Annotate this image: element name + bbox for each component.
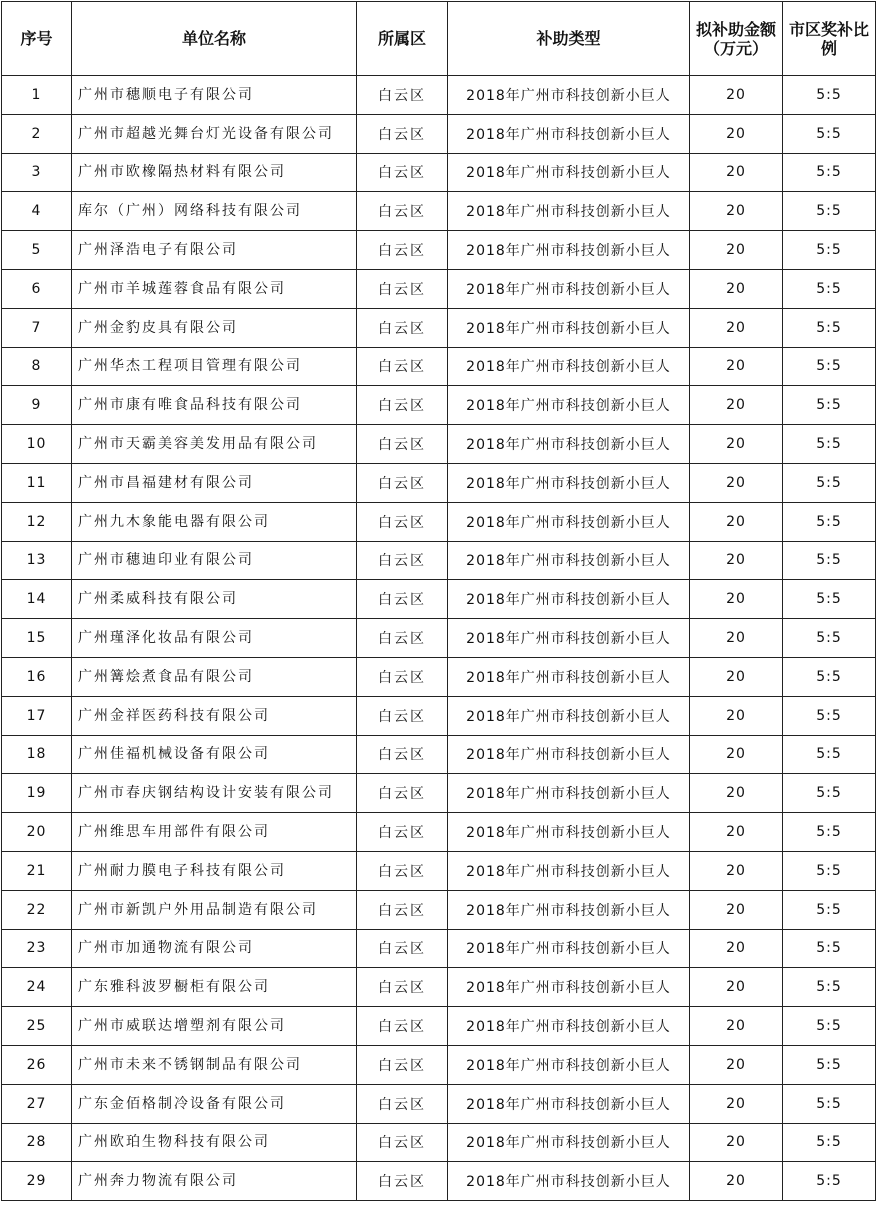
cell-district: 白云区 bbox=[357, 308, 448, 347]
cell-district: 白云区 bbox=[357, 1007, 448, 1046]
cell-ratio: 5:5 bbox=[783, 735, 876, 774]
table-row bbox=[2, 1045, 876, 1084]
cell-seq: 26 bbox=[2, 1045, 72, 1084]
cell-seq: 17 bbox=[2, 696, 72, 735]
cell-amount: 20 bbox=[690, 153, 783, 192]
cell-company-name: 广东雅科波罗橱柜有限公司 bbox=[72, 968, 357, 1007]
cell-subsidy-type: 2018年广州市科技创新小巨人 bbox=[448, 696, 690, 735]
cell-district: 白云区 bbox=[357, 774, 448, 813]
table-row bbox=[2, 1007, 876, 1046]
cell-seq: 20 bbox=[2, 813, 72, 852]
cell-district: 白云区 bbox=[357, 968, 448, 1007]
subsidy-table bbox=[1, 1, 876, 1201]
table-row bbox=[2, 619, 876, 658]
cell-seq: 23 bbox=[2, 929, 72, 968]
cell-company-name: 广东金佰格制冷设备有限公司 bbox=[72, 1084, 357, 1123]
cell-company-name: 广州市未来不锈钢制品有限公司 bbox=[72, 1045, 357, 1084]
cell-amount: 20 bbox=[690, 425, 783, 464]
cell-amount: 20 bbox=[690, 696, 783, 735]
cell-amount: 20 bbox=[690, 1123, 783, 1162]
table-row bbox=[2, 813, 876, 852]
cell-subsidy-type: 2018年广州市科技创新小巨人 bbox=[448, 308, 690, 347]
cell-amount: 20 bbox=[690, 929, 783, 968]
cell-amount: 20 bbox=[690, 269, 783, 308]
cell-ratio: 5:5 bbox=[783, 425, 876, 464]
cell-ratio: 5:5 bbox=[783, 502, 876, 541]
cell-ratio: 5:5 bbox=[783, 1123, 876, 1162]
cell-company-name: 广州市羊城莲蓉食品有限公司 bbox=[72, 269, 357, 308]
cell-district: 白云区 bbox=[357, 657, 448, 696]
table-row bbox=[2, 347, 876, 386]
cell-seq: 16 bbox=[2, 657, 72, 696]
cell-ratio: 5:5 bbox=[783, 657, 876, 696]
cell-seq: 4 bbox=[2, 192, 72, 231]
cell-amount: 20 bbox=[690, 1045, 783, 1084]
cell-subsidy-type: 2018年广州市科技创新小巨人 bbox=[448, 1007, 690, 1046]
cell-ratio: 5:5 bbox=[783, 231, 876, 270]
cell-ratio: 5:5 bbox=[783, 774, 876, 813]
cell-district: 白云区 bbox=[357, 1162, 448, 1201]
cell-seq: 25 bbox=[2, 1007, 72, 1046]
cell-company-name: 广州市加通物流有限公司 bbox=[72, 929, 357, 968]
cell-subsidy-type: 2018年广州市科技创新小巨人 bbox=[448, 851, 690, 890]
cell-district: 白云区 bbox=[357, 735, 448, 774]
table-row bbox=[2, 1084, 876, 1123]
table-row bbox=[2, 580, 876, 619]
cell-district: 白云区 bbox=[357, 269, 448, 308]
cell-seq: 19 bbox=[2, 774, 72, 813]
table-row bbox=[2, 308, 876, 347]
cell-subsidy-type: 2018年广州市科技创新小巨人 bbox=[448, 619, 690, 658]
cell-company-name: 广州市超越光舞台灯光设备有限公司 bbox=[72, 114, 357, 153]
cell-subsidy-type: 2018年广州市科技创新小巨人 bbox=[448, 1084, 690, 1123]
cell-ratio: 5:5 bbox=[783, 1162, 876, 1201]
cell-seq: 13 bbox=[2, 541, 72, 580]
cell-seq: 22 bbox=[2, 890, 72, 929]
table-row bbox=[2, 192, 876, 231]
cell-district: 白云区 bbox=[357, 580, 448, 619]
cell-subsidy-type: 2018年广州市科技创新小巨人 bbox=[448, 386, 690, 425]
cell-ratio: 5:5 bbox=[783, 851, 876, 890]
cell-district: 白云区 bbox=[357, 386, 448, 425]
cell-company-name: 广州市天霸美容美发用品有限公司 bbox=[72, 425, 357, 464]
table-row bbox=[2, 735, 876, 774]
table-row bbox=[2, 425, 876, 464]
cell-ratio: 5:5 bbox=[783, 696, 876, 735]
cell-subsidy-type: 2018年广州市科技创新小巨人 bbox=[448, 269, 690, 308]
cell-district: 白云区 bbox=[357, 541, 448, 580]
cell-district: 白云区 bbox=[357, 347, 448, 386]
cell-ratio: 5:5 bbox=[783, 269, 876, 308]
cell-amount: 20 bbox=[690, 1007, 783, 1046]
cell-amount: 20 bbox=[690, 774, 783, 813]
cell-seq: 10 bbox=[2, 425, 72, 464]
cell-district: 白云区 bbox=[357, 813, 448, 852]
cell-company-name: 广州市穗迪印业有限公司 bbox=[72, 541, 357, 580]
cell-district: 白云区 bbox=[357, 1084, 448, 1123]
cell-seq: 12 bbox=[2, 502, 72, 541]
header-company-name: 单位名称 bbox=[72, 2, 357, 76]
cell-company-name: 广州市威联达增塑剂有限公司 bbox=[72, 1007, 357, 1046]
cell-amount: 20 bbox=[690, 735, 783, 774]
cell-district: 白云区 bbox=[357, 1045, 448, 1084]
cell-subsidy-type: 2018年广州市科技创新小巨人 bbox=[448, 463, 690, 502]
table-row bbox=[2, 890, 876, 929]
cell-company-name: 广州市春庆钢结构设计安装有限公司 bbox=[72, 774, 357, 813]
header-district: 所属区 bbox=[357, 2, 448, 76]
cell-amount: 20 bbox=[690, 968, 783, 1007]
cell-district: 白云区 bbox=[357, 153, 448, 192]
cell-company-name: 广州金豹皮具有限公司 bbox=[72, 308, 357, 347]
table-row bbox=[2, 929, 876, 968]
cell-seq: 24 bbox=[2, 968, 72, 1007]
cell-seq: 11 bbox=[2, 463, 72, 502]
cell-amount: 20 bbox=[690, 114, 783, 153]
table-body bbox=[2, 76, 876, 1201]
table-row bbox=[2, 463, 876, 502]
cell-amount: 20 bbox=[690, 386, 783, 425]
table-row bbox=[2, 153, 876, 192]
cell-company-name: 广州瑾泽化妆品有限公司 bbox=[72, 619, 357, 658]
cell-subsidy-type: 2018年广州市科技创新小巨人 bbox=[448, 425, 690, 464]
cell-district: 白云区 bbox=[357, 192, 448, 231]
table-row bbox=[2, 696, 876, 735]
table-row bbox=[2, 851, 876, 890]
cell-subsidy-type: 2018年广州市科技创新小巨人 bbox=[448, 1123, 690, 1162]
cell-subsidy-type: 2018年广州市科技创新小巨人 bbox=[448, 347, 690, 386]
cell-amount: 20 bbox=[690, 308, 783, 347]
cell-company-name: 广州篝烩煮食品有限公司 bbox=[72, 657, 357, 696]
cell-ratio: 5:5 bbox=[783, 463, 876, 502]
cell-ratio: 5:5 bbox=[783, 929, 876, 968]
cell-ratio: 5:5 bbox=[783, 347, 876, 386]
cell-company-name: 库尔（广州）网络科技有限公司 bbox=[72, 192, 357, 231]
cell-ratio: 5:5 bbox=[783, 386, 876, 425]
cell-district: 白云区 bbox=[357, 696, 448, 735]
cell-amount: 20 bbox=[690, 813, 783, 852]
cell-ratio: 5:5 bbox=[783, 153, 876, 192]
cell-subsidy-type: 2018年广州市科技创新小巨人 bbox=[448, 657, 690, 696]
cell-subsidy-type: 2018年广州市科技创新小巨人 bbox=[448, 929, 690, 968]
cell-seq: 3 bbox=[2, 153, 72, 192]
cell-ratio: 5:5 bbox=[783, 1007, 876, 1046]
table-header bbox=[2, 2, 876, 76]
cell-district: 白云区 bbox=[357, 890, 448, 929]
table-row bbox=[2, 1162, 876, 1201]
cell-subsidy-type: 2018年广州市科技创新小巨人 bbox=[448, 231, 690, 270]
cell-amount: 20 bbox=[690, 76, 783, 115]
cell-seq: 5 bbox=[2, 231, 72, 270]
cell-amount: 20 bbox=[690, 890, 783, 929]
cell-company-name: 广州市康有唯食品科技有限公司 bbox=[72, 386, 357, 425]
cell-subsidy-type: 2018年广州市科技创新小巨人 bbox=[448, 1162, 690, 1201]
cell-company-name: 广州欧珀生物科技有限公司 bbox=[72, 1123, 357, 1162]
cell-ratio: 5:5 bbox=[783, 890, 876, 929]
cell-amount: 20 bbox=[690, 541, 783, 580]
cell-subsidy-type: 2018年广州市科技创新小巨人 bbox=[448, 153, 690, 192]
cell-amount: 20 bbox=[690, 192, 783, 231]
cell-ratio: 5:5 bbox=[783, 114, 876, 153]
cell-district: 白云区 bbox=[357, 619, 448, 658]
table-row bbox=[2, 114, 876, 153]
cell-subsidy-type: 2018年广州市科技创新小巨人 bbox=[448, 76, 690, 115]
cell-amount: 20 bbox=[690, 1162, 783, 1201]
cell-seq: 2 bbox=[2, 114, 72, 153]
header-ratio: 市区奖补比例 bbox=[783, 2, 876, 76]
cell-company-name: 广州金祥医药科技有限公司 bbox=[72, 696, 357, 735]
cell-amount: 20 bbox=[690, 580, 783, 619]
table-row bbox=[2, 968, 876, 1007]
cell-subsidy-type: 2018年广州市科技创新小巨人 bbox=[448, 890, 690, 929]
header-row bbox=[2, 2, 876, 76]
cell-seq: 18 bbox=[2, 735, 72, 774]
cell-ratio: 5:5 bbox=[783, 541, 876, 580]
cell-seq: 28 bbox=[2, 1123, 72, 1162]
cell-seq: 14 bbox=[2, 580, 72, 619]
header-subsidy-type: 补助类型 bbox=[448, 2, 690, 76]
cell-district: 白云区 bbox=[357, 1123, 448, 1162]
table-row bbox=[2, 269, 876, 308]
cell-seq: 7 bbox=[2, 308, 72, 347]
cell-subsidy-type: 2018年广州市科技创新小巨人 bbox=[448, 774, 690, 813]
cell-seq: 9 bbox=[2, 386, 72, 425]
cell-amount: 20 bbox=[690, 1084, 783, 1123]
cell-company-name: 广州维思车用部件有限公司 bbox=[72, 813, 357, 852]
cell-amount: 20 bbox=[690, 347, 783, 386]
cell-district: 白云区 bbox=[357, 231, 448, 270]
cell-ratio: 5:5 bbox=[783, 813, 876, 852]
cell-seq: 27 bbox=[2, 1084, 72, 1123]
cell-company-name: 广州市昌福建材有限公司 bbox=[72, 463, 357, 502]
cell-ratio: 5:5 bbox=[783, 76, 876, 115]
cell-amount: 20 bbox=[690, 231, 783, 270]
cell-seq: 21 bbox=[2, 851, 72, 890]
cell-district: 白云区 bbox=[357, 76, 448, 115]
cell-district: 白云区 bbox=[357, 114, 448, 153]
cell-subsidy-type: 2018年广州市科技创新小巨人 bbox=[448, 502, 690, 541]
table-row bbox=[2, 657, 876, 696]
cell-ratio: 5:5 bbox=[783, 192, 876, 231]
cell-amount: 20 bbox=[690, 463, 783, 502]
cell-company-name: 广州柔威科技有限公司 bbox=[72, 580, 357, 619]
cell-company-name: 广州耐力膜电子科技有限公司 bbox=[72, 851, 357, 890]
cell-district: 白云区 bbox=[357, 851, 448, 890]
cell-company-name: 广州市穗顺电子有限公司 bbox=[72, 76, 357, 115]
cell-amount: 20 bbox=[690, 502, 783, 541]
cell-seq: 8 bbox=[2, 347, 72, 386]
table-row bbox=[2, 774, 876, 813]
cell-district: 白云区 bbox=[357, 929, 448, 968]
cell-company-name: 广州佳福机械设备有限公司 bbox=[72, 735, 357, 774]
cell-company-name: 广州市欧橡隔热材料有限公司 bbox=[72, 153, 357, 192]
table-row bbox=[2, 1123, 876, 1162]
cell-subsidy-type: 2018年广州市科技创新小巨人 bbox=[448, 580, 690, 619]
header-seq: 序号 bbox=[2, 2, 72, 76]
cell-ratio: 5:5 bbox=[783, 1084, 876, 1123]
cell-subsidy-type: 2018年广州市科技创新小巨人 bbox=[448, 1045, 690, 1084]
cell-seq: 29 bbox=[2, 1162, 72, 1201]
cell-ratio: 5:5 bbox=[783, 968, 876, 1007]
cell-company-name: 广州市新凯户外用品制造有限公司 bbox=[72, 890, 357, 929]
cell-ratio: 5:5 bbox=[783, 308, 876, 347]
cell-subsidy-type: 2018年广州市科技创新小巨人 bbox=[448, 735, 690, 774]
cell-subsidy-type: 2018年广州市科技创新小巨人 bbox=[448, 114, 690, 153]
cell-seq: 1 bbox=[2, 76, 72, 115]
cell-ratio: 5:5 bbox=[783, 619, 876, 658]
table-row bbox=[2, 386, 876, 425]
cell-company-name: 广州华杰工程项目管理有限公司 bbox=[72, 347, 357, 386]
cell-subsidy-type: 2018年广州市科技创新小巨人 bbox=[448, 813, 690, 852]
cell-district: 白云区 bbox=[357, 502, 448, 541]
cell-seq: 6 bbox=[2, 269, 72, 308]
cell-subsidy-type: 2018年广州市科技创新小巨人 bbox=[448, 541, 690, 580]
table-row bbox=[2, 76, 876, 115]
table-row bbox=[2, 231, 876, 270]
cell-amount: 20 bbox=[690, 851, 783, 890]
cell-seq: 15 bbox=[2, 619, 72, 658]
cell-company-name: 广州泽浩电子有限公司 bbox=[72, 231, 357, 270]
cell-ratio: 5:5 bbox=[783, 1045, 876, 1084]
table-row bbox=[2, 502, 876, 541]
cell-company-name: 广州奔力物流有限公司 bbox=[72, 1162, 357, 1201]
cell-company-name: 广州九木象能电器有限公司 bbox=[72, 502, 357, 541]
cell-amount: 20 bbox=[690, 657, 783, 696]
cell-subsidy-type: 2018年广州市科技创新小巨人 bbox=[448, 192, 690, 231]
cell-subsidy-type: 2018年广州市科技创新小巨人 bbox=[448, 968, 690, 1007]
cell-district: 白云区 bbox=[357, 463, 448, 502]
cell-ratio: 5:5 bbox=[783, 580, 876, 619]
header-amount: 拟补助金额（万元） bbox=[690, 2, 783, 76]
cell-amount: 20 bbox=[690, 619, 783, 658]
table-row bbox=[2, 541, 876, 580]
cell-district: 白云区 bbox=[357, 425, 448, 464]
